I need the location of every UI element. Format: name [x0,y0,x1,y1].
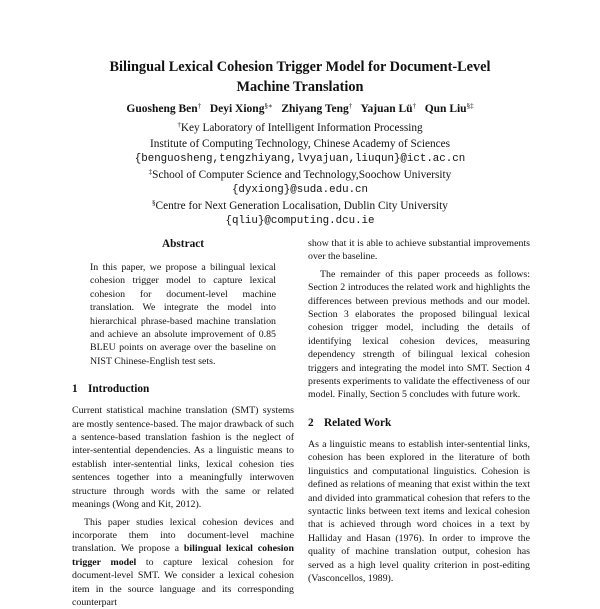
author-marks: † [413,102,417,110]
section-title: Introduction [88,383,149,395]
author-name: Yajuan Lü [360,103,412,115]
author-marks: §‡ [467,102,474,110]
section-number: 2 [308,416,324,430]
affiliation-text: Key Laboratory of Intelligent Information Processing [181,122,423,134]
affiliation-3-line-1 [40,199,560,215]
affiliation-mark: † [177,121,181,129]
affiliation-1-email: {benguosheng,tengzhiyang,lvyajuan,liuqun}@ict.ac.cn [40,152,560,168]
affiliation-mark: ‡ [149,168,153,176]
introduction-paragraph-3: show that it is able to achieve substantial improvements over the baseline. [308,237,530,264]
paper-title [60,57,540,97]
affiliation-1-line-1 [40,121,560,137]
model-name-emphasis: bilingual lexical cohesion trigger model [72,543,294,567]
author-name: Guosheng Ben [126,103,197,115]
introduction-paragraph-4: The remainder of this paper proceeds as follows: Section 2 introduces the related work and highlights the differences between previous methods and our model. Section 3 elaborates the proposed bilingual lexical cohesion trigger model, including the details of identifying lexical cohesion devices, measuring dependency strength of bilingual lexical cohesion triggers and integrating the model into SMT. Section 4 presents experiments to validate the effectiveness of our model. Finally, Section 5 concludes with future work. [308,268,530,402]
title-line-1: Bilingual Lexical Cohesion Trigger Model for Document-Level [60,57,540,77]
author-marks: † [198,102,202,110]
author-name: Deyi Xiong [210,103,265,115]
title-line-2: Machine Translation [60,77,540,97]
introduction-paragraph-2 [72,516,294,609]
author-list [40,102,560,116]
author-marks: §∗ [264,102,272,110]
abstract-text: In this paper, we propose a bilingual lexical cohesion trigger model to capture lexical cohesion for document-level machine translation. We integrate the model into hierarchical phrase-based machine translation and achieve an absolute improvement of 0.85 BLEU points on average over the baseline on NIST Chinese-English test sets. [90,261,276,368]
section-heading-related-work [308,416,530,430]
related-work-paragraph-1: As a linguistic means to establish inter-sentential links, cohesion has been explored in the literature of both linguistics and computational linguistics. Cohesion is defined as relations of meaning that exist within the text and divided into grammatical cohesion that refers to the syntactic links between text items and lexical cohesion that is achieved through word choices in a text by Halliday and Hasan (1976). In order to improve the quality of machine translation output, cohesion has served as a high level quality criterion in post-editing (Vasconcellos, 1989). [308,438,530,585]
paragraph-text: to capture lexical cohesion for document-level SMT. We consider a lexical cohesion item in the source language and its corresponding counterpart [72,557,294,608]
left-column [72,237,294,609]
introduction-paragraph-1: Current statistical machine translation (SMT) systems are mostly sentence-based. The major drawback of such a sentence-based translation fashion is the neglect of inter-sentential dependencies. As a linguistic means to establish inter-sentential links, lexical cohesion ties sentences together into a meaningfully interwoven structure through words with the same or related meanings (Wong and Kit, 2012). [72,404,294,511]
affiliations [40,121,560,230]
section-heading-introduction [72,382,294,396]
affiliation-mark: § [152,199,156,207]
affiliation-2-line-1 [40,168,560,184]
affiliation-2-email: {dyxiong}@suda.edu.cn [40,183,560,199]
author-marks: † [349,102,353,110]
author-name: Zhiyang Teng [281,103,348,115]
affiliation-1-line-2: Institute of Computing Technology, Chinese Academy of Sciences [40,137,560,153]
author-name: Qun Liu [425,103,467,115]
section-title: Related Work [324,417,391,429]
affiliation-text: School of Computer Science and Technology,Soochow University [152,169,451,181]
affiliation-3-email: {qliu}@computing.dcu.ie [40,214,560,230]
paragraph-text: This paper studies lexical cohesion devices and incorporate them into document-level machine translation. We propose a [72,517,294,555]
abstract-heading: Abstract [72,237,294,251]
affiliation-text: Centre for Next Generation Localisation, Dublin City University [156,200,448,212]
right-column [308,237,530,585]
section-number: 1 [72,382,88,396]
